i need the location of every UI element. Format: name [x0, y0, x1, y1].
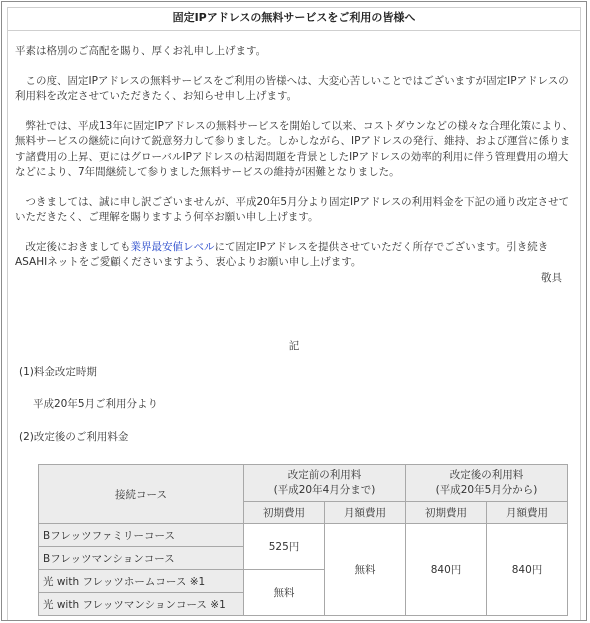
after-header	[406, 465, 568, 502]
section1-heading: (1)料金改定時期	[19, 366, 97, 378]
course-header: 接続コース	[39, 465, 244, 524]
before-header-sub: (平成20年4月分まで)	[273, 484, 376, 496]
paragraph-background: 弊社では、平成13年に固定IPアドレスの無料サービスを開始して以来、コストダウンなどの様々な合理化策により、無料サービスの継続に向けて鋭意努力して参りました。しかしながら、IPアドレスの発行、維持、および運営に係ります諸費用の上昇、更にはグローバルIPアドレスの枯渇問題を背景としたIPアドレスの効率的利用に伴う管理費用の増大などにより、7年間継続して参りました無料サービスの維持が困難となりました。	[15, 119, 573, 178]
notice-title: 固定IPアドレスの無料サービスをご利用の皆様へ	[8, 8, 580, 31]
before-monthly: 無料	[325, 524, 406, 616]
before-monthly-header: 月額費用	[325, 502, 406, 524]
price-table	[38, 464, 568, 616]
before-initial-header: 初期費用	[244, 502, 325, 524]
paragraph-commitment	[15, 240, 574, 271]
section2-heading: (2)改定後のご利用料金	[19, 431, 129, 443]
paragraph-announcement: この度、固定IPアドレスの無料サービスをご利用の皆様へは、大変心苦しいことではございますが固定IPアドレスの利用料を改定させていただきたく、お知らせ申し上げます。	[15, 74, 569, 102]
after-monthly-header: 月額費用	[487, 502, 568, 524]
commitment-text-after: にて固定IPアドレスを提供させていただく所存でございます。引き続きASAHIネットをご愛顧くださいますよう、衷心よりお願い申し上げます。	[15, 240, 549, 268]
notice-body	[15, 44, 574, 286]
notice-frame	[1, 1, 587, 621]
after-header-sub: (平成20年5月分から)	[435, 484, 538, 496]
course-row-hikari-mansion: 光 with フレッツマンションコース ※1	[39, 593, 244, 616]
notice-panel	[7, 7, 581, 620]
greeting-text: 平素は格別のご高配を賜り、厚くお礼申し上げます。	[15, 45, 267, 57]
course-row-hikari-home: 光 with フレッツホームコース ※1	[39, 570, 244, 593]
course-row-b-family: Bフレッツファミリーコース	[39, 524, 244, 547]
after-header-title: 改定後の利用料	[449, 469, 524, 481]
ki-heading: 記	[288, 340, 300, 352]
section1-value: 平成20年5月ご利用分より	[33, 398, 159, 410]
after-monthly: 840円	[487, 524, 568, 616]
after-initial: 840円	[406, 524, 487, 616]
lowest-price-link[interactable]: 業界最安値レベル	[130, 240, 215, 253]
before-initial-b: 525円	[244, 524, 325, 570]
commitment-text-before: 改定後におきましても	[25, 240, 131, 253]
before-header	[244, 465, 406, 502]
after-initial-header: 初期費用	[406, 502, 487, 524]
closing-text: 敬具	[541, 271, 562, 284]
before-header-title: 改定前の利用料	[287, 469, 362, 481]
course-row-b-mansion: Bフレッツマンションコース	[39, 547, 244, 570]
paragraph-request: つきましては、誠に申し訳ございませんが、平成20年5月分より固定IPアドレスの利用料金を下記の通り改定させていただきたく、ご理解を賜りますよう何卒お願い申し上げます。	[15, 195, 570, 223]
before-initial-hikari: 無料	[244, 570, 325, 616]
